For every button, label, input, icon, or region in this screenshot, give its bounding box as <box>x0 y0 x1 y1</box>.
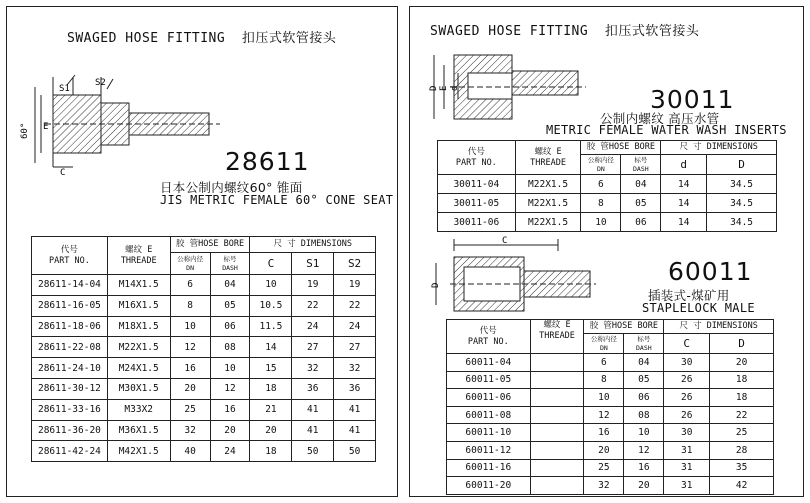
label-D-60011: D <box>431 282 441 288</box>
title-en-right: SWAGED HOSE FITTING <box>430 24 589 39</box>
cell-dash: 12 <box>624 441 664 459</box>
cell-s1: 32 <box>292 358 334 379</box>
cell-part: 28611-30-12 <box>32 378 108 399</box>
cell-thread-empty <box>530 406 584 424</box>
cell-s2: 19 <box>334 275 376 296</box>
table-row <box>438 175 777 194</box>
table-row <box>32 275 376 296</box>
table-row <box>32 316 376 337</box>
cell-dn: 25 <box>584 459 624 477</box>
cell-s2: 36 <box>334 378 376 399</box>
cell-c: 26 <box>664 406 710 424</box>
table-row <box>438 194 777 213</box>
hdr-dash: 标号 DASH <box>210 253 250 275</box>
cell-dn: 8 <box>581 194 621 213</box>
desc-en-28611: JIS METRIC FEMALE 60° CONE SEAT <box>160 193 394 207</box>
cell-part: 28611-42-24 <box>32 441 108 462</box>
cell-c: 21 <box>250 399 292 420</box>
cell-thread-empty <box>530 477 584 495</box>
cell-dash: 10 <box>210 358 250 379</box>
fitting-28611-drawing <box>15 67 225 177</box>
cell-dn: 16 <box>584 424 624 442</box>
cell-dn: 6 <box>584 354 624 372</box>
cell-D: 18 <box>710 371 774 389</box>
table-row <box>447 441 774 459</box>
cell-s2: 32 <box>334 358 376 379</box>
cell-c: 10.5 <box>250 295 292 316</box>
cell-thread-empty <box>530 441 584 459</box>
label-c: C <box>60 168 66 177</box>
cell-part: 30011-04 <box>438 175 516 194</box>
cell-dn: 8 <box>584 371 624 389</box>
hdr-part-60011: 代号 PART NO. <box>447 320 531 354</box>
desc-en-60011: STAPLELOCK MALE <box>642 301 755 315</box>
hdr-D-30011: D <box>707 155 777 175</box>
cell-thread: M16X1.5 <box>107 295 170 316</box>
hdr-dn: 公称内径 DN <box>170 253 210 275</box>
cell-part: 30011-05 <box>438 194 516 213</box>
cell-dash: 16 <box>624 459 664 477</box>
cell-c: 31 <box>664 477 710 495</box>
cell-part: 60011-16 <box>447 459 531 477</box>
cell-c: 11.5 <box>250 316 292 337</box>
table-row <box>32 295 376 316</box>
cell-dn: 12 <box>170 337 210 358</box>
cell-dn: 6 <box>170 275 210 296</box>
cell-dash: 04 <box>624 354 664 372</box>
cell-dash: 04 <box>210 275 250 296</box>
table-row <box>447 477 774 495</box>
cell-dn: 20 <box>170 378 210 399</box>
cell-s2: 41 <box>334 399 376 420</box>
cell-s1: 27 <box>292 337 334 358</box>
table-28611 <box>31 236 376 462</box>
cell-dash: 12 <box>210 378 250 399</box>
table-row <box>32 337 376 358</box>
cell-dn: 40 <box>170 441 210 462</box>
cell-thread: M30X1.5 <box>107 378 170 399</box>
cell-dash: 05 <box>210 295 250 316</box>
cell-dn: 12 <box>584 406 624 424</box>
cell-s1: 41 <box>292 399 334 420</box>
cell-dash: 08 <box>210 337 250 358</box>
cell-part: 28611-16-05 <box>32 295 108 316</box>
hdr-dn-30011: 公称内径 DN <box>581 155 621 175</box>
cell-c: 15 <box>250 358 292 379</box>
cell-D: 18 <box>710 389 774 407</box>
left-title <box>67 27 336 46</box>
label-D-30011: D <box>429 85 439 91</box>
hdr-s1: S1 <box>292 253 334 275</box>
cell-c: 20 <box>250 420 292 441</box>
desc-cn-30011: 公制内螺纹 高压水管 <box>600 111 720 126</box>
label-e: E <box>43 122 49 132</box>
cell-dn: 32 <box>584 477 624 495</box>
cell-s1: 19 <box>292 275 334 296</box>
desc-cn-28611: 日本公制内螺纹60° 锥面 <box>160 180 303 195</box>
cell-part: 28611-14-04 <box>32 275 108 296</box>
cell-dn: 8 <box>170 295 210 316</box>
cell-d: 14 <box>661 175 707 194</box>
right-panel <box>409 6 804 497</box>
cell-thread: M18X1.5 <box>107 316 170 337</box>
cell-thread-empty <box>530 371 584 389</box>
hdr-dash-30011: 标号 DASH <box>621 155 661 175</box>
cell-part: 60011-20 <box>447 477 531 495</box>
cell-thread: M14X1.5 <box>107 275 170 296</box>
cell-dash: 05 <box>624 371 664 389</box>
cell-d: 14 <box>661 213 707 232</box>
table-row <box>447 459 774 477</box>
cell-c: 31 <box>664 441 710 459</box>
cell-part: 28611-24-10 <box>32 358 108 379</box>
cell-part: 30011-06 <box>438 213 516 232</box>
table-30011 <box>437 140 777 232</box>
label-C-60011: C <box>502 236 508 246</box>
cell-D: 22 <box>710 406 774 424</box>
cell-D: 28 <box>710 441 774 459</box>
table-60011 <box>446 319 774 495</box>
cell-D: 34.5 <box>707 213 777 232</box>
label-d-30011: d <box>450 85 460 91</box>
hdr-bore: 胶 管HOSE BORE <box>170 237 250 253</box>
cell-s2: 22 <box>334 295 376 316</box>
cell-s2: 50 <box>334 441 376 462</box>
label-s2: S2 <box>95 78 106 88</box>
code-28611: 28611 <box>225 147 310 176</box>
cell-c: 30 <box>664 354 710 372</box>
hdr-d-30011: d <box>661 155 707 175</box>
cell-part: 60011-12 <box>447 441 531 459</box>
table-row <box>447 354 774 372</box>
title-cn-right: 扣压式软管接头 <box>604 24 700 39</box>
cell-dash: 06 <box>210 316 250 337</box>
cell-dash: 20 <box>624 477 664 495</box>
cell-c: 10 <box>250 275 292 296</box>
cell-c: 26 <box>664 371 710 389</box>
desc-en-30011: METRIC FEMALE WATER WASH INSERTS <box>546 123 787 137</box>
cell-s2: 41 <box>334 420 376 441</box>
hdr-bore-60011: 胶 管HOSE BORE <box>584 320 664 334</box>
cell-s1: 24 <box>292 316 334 337</box>
code-30011: 30011 <box>650 85 735 114</box>
cell-D: 34.5 <box>707 194 777 213</box>
cell-c: 30 <box>664 424 710 442</box>
hdr-dim-30011: 尺 寸 DIMENSIONS <box>661 141 777 155</box>
hdr-dash-60011: 标号 DASH <box>624 334 664 354</box>
cell-dn: 6 <box>581 175 621 194</box>
cell-s2: 24 <box>334 316 376 337</box>
cell-dash: 06 <box>621 213 661 232</box>
cell-D: 20 <box>710 354 774 372</box>
table-row <box>447 371 774 389</box>
cell-thread: M33X2 <box>107 399 170 420</box>
cell-D: 35 <box>710 459 774 477</box>
cell-s1: 50 <box>292 441 334 462</box>
right-title <box>430 20 699 39</box>
cell-dn: 20 <box>584 441 624 459</box>
cell-dn: 10 <box>584 389 624 407</box>
label-s1: S1 <box>59 84 70 94</box>
hdr-part: 代号 PART NO. <box>32 237 108 275</box>
cell-dn: 10 <box>170 316 210 337</box>
cell-dash: 05 <box>621 194 661 213</box>
cell-s1: 41 <box>292 420 334 441</box>
table-row <box>447 389 774 407</box>
cell-thread: M22X1.5 <box>515 213 581 232</box>
table-row <box>32 420 376 441</box>
hdr-thread-30011: 螺纹 E THREADE <box>515 141 581 175</box>
cell-dn: 25 <box>170 399 210 420</box>
cell-thread: M42X1.5 <box>107 441 170 462</box>
title-cn: 扣压式软管接头 <box>241 31 337 46</box>
cell-D: 42 <box>710 477 774 495</box>
cell-dash: 10 <box>624 424 664 442</box>
cell-thread-empty <box>530 354 584 372</box>
hdr-dim-60011: 尺 寸 DIMENSIONS <box>664 320 774 334</box>
cell-thread: M22X1.5 <box>515 194 581 213</box>
cell-part: 60011-08 <box>447 406 531 424</box>
cell-thread-empty <box>530 459 584 477</box>
cell-s1: 36 <box>292 378 334 399</box>
cell-thread-empty <box>530 424 584 442</box>
table-row <box>438 213 777 232</box>
cell-D: 25 <box>710 424 774 442</box>
cell-c: 31 <box>664 459 710 477</box>
cell-c: 18 <box>250 441 292 462</box>
cell-dash: 16 <box>210 399 250 420</box>
cell-c: 14 <box>250 337 292 358</box>
hdr-thread-60011: 螺纹 E THREADE <box>530 320 584 354</box>
table-row <box>32 399 376 420</box>
hdr-dn-60011: 公称内径 DN <box>584 334 624 354</box>
cell-dash: 24 <box>210 441 250 462</box>
cell-dash: 20 <box>210 420 250 441</box>
cell-s1: 22 <box>292 295 334 316</box>
cell-thread-empty <box>530 389 584 407</box>
cell-part: 60011-04 <box>447 354 531 372</box>
hdr-thread: 螺纹 E THREADE <box>107 237 170 275</box>
cell-dash: 08 <box>624 406 664 424</box>
table-row <box>447 406 774 424</box>
fitting-60011-drawing <box>428 235 598 315</box>
table-row <box>32 378 376 399</box>
cell-dn: 10 <box>581 213 621 232</box>
cell-part: 28611-33-16 <box>32 399 108 420</box>
cell-c: 26 <box>664 389 710 407</box>
hdr-part-30011: 代号 PART NO. <box>438 141 516 175</box>
desc-cn-60011: 插装式-煤矿用 <box>648 288 730 303</box>
code-60011: 60011 <box>668 257 753 286</box>
cell-s2: 27 <box>334 337 376 358</box>
cell-part: 28611-22-08 <box>32 337 108 358</box>
cell-d: 14 <box>661 194 707 213</box>
cell-dash: 06 <box>624 389 664 407</box>
left-panel <box>6 6 398 497</box>
cell-thread: M36X1.5 <box>107 420 170 441</box>
hdr-D-60011: D <box>710 334 774 354</box>
label-E-30011: E <box>439 85 449 91</box>
cell-dash: 04 <box>621 175 661 194</box>
table-row <box>447 424 774 442</box>
hdr-bore-30011: 胶 管HOSE BORE <box>581 141 661 155</box>
label-angle: 60° <box>20 122 30 139</box>
cell-part: 60011-10 <box>447 424 531 442</box>
cell-dn: 16 <box>170 358 210 379</box>
cell-part: 60011-06 <box>447 389 531 407</box>
cell-part: 28611-18-06 <box>32 316 108 337</box>
cell-part: 28611-36-20 <box>32 420 108 441</box>
table-row <box>32 358 376 379</box>
cell-thread: M24X1.5 <box>107 358 170 379</box>
fitting-30011-drawing <box>428 51 588 123</box>
title-en: SWAGED HOSE FITTING <box>67 31 226 46</box>
cell-part: 60011-05 <box>447 371 531 389</box>
table-row <box>32 441 376 462</box>
cell-D: 34.5 <box>707 175 777 194</box>
cell-thread: M22X1.5 <box>515 175 581 194</box>
cell-thread: M22X1.5 <box>107 337 170 358</box>
hdr-s2: S2 <box>334 253 376 275</box>
hdr-c-60011: C <box>664 334 710 354</box>
hdr-c: C <box>250 253 292 275</box>
cell-dn: 32 <box>170 420 210 441</box>
hdr-dim: 尺 寸 DIMENSIONS <box>250 237 376 253</box>
cell-c: 18 <box>250 378 292 399</box>
